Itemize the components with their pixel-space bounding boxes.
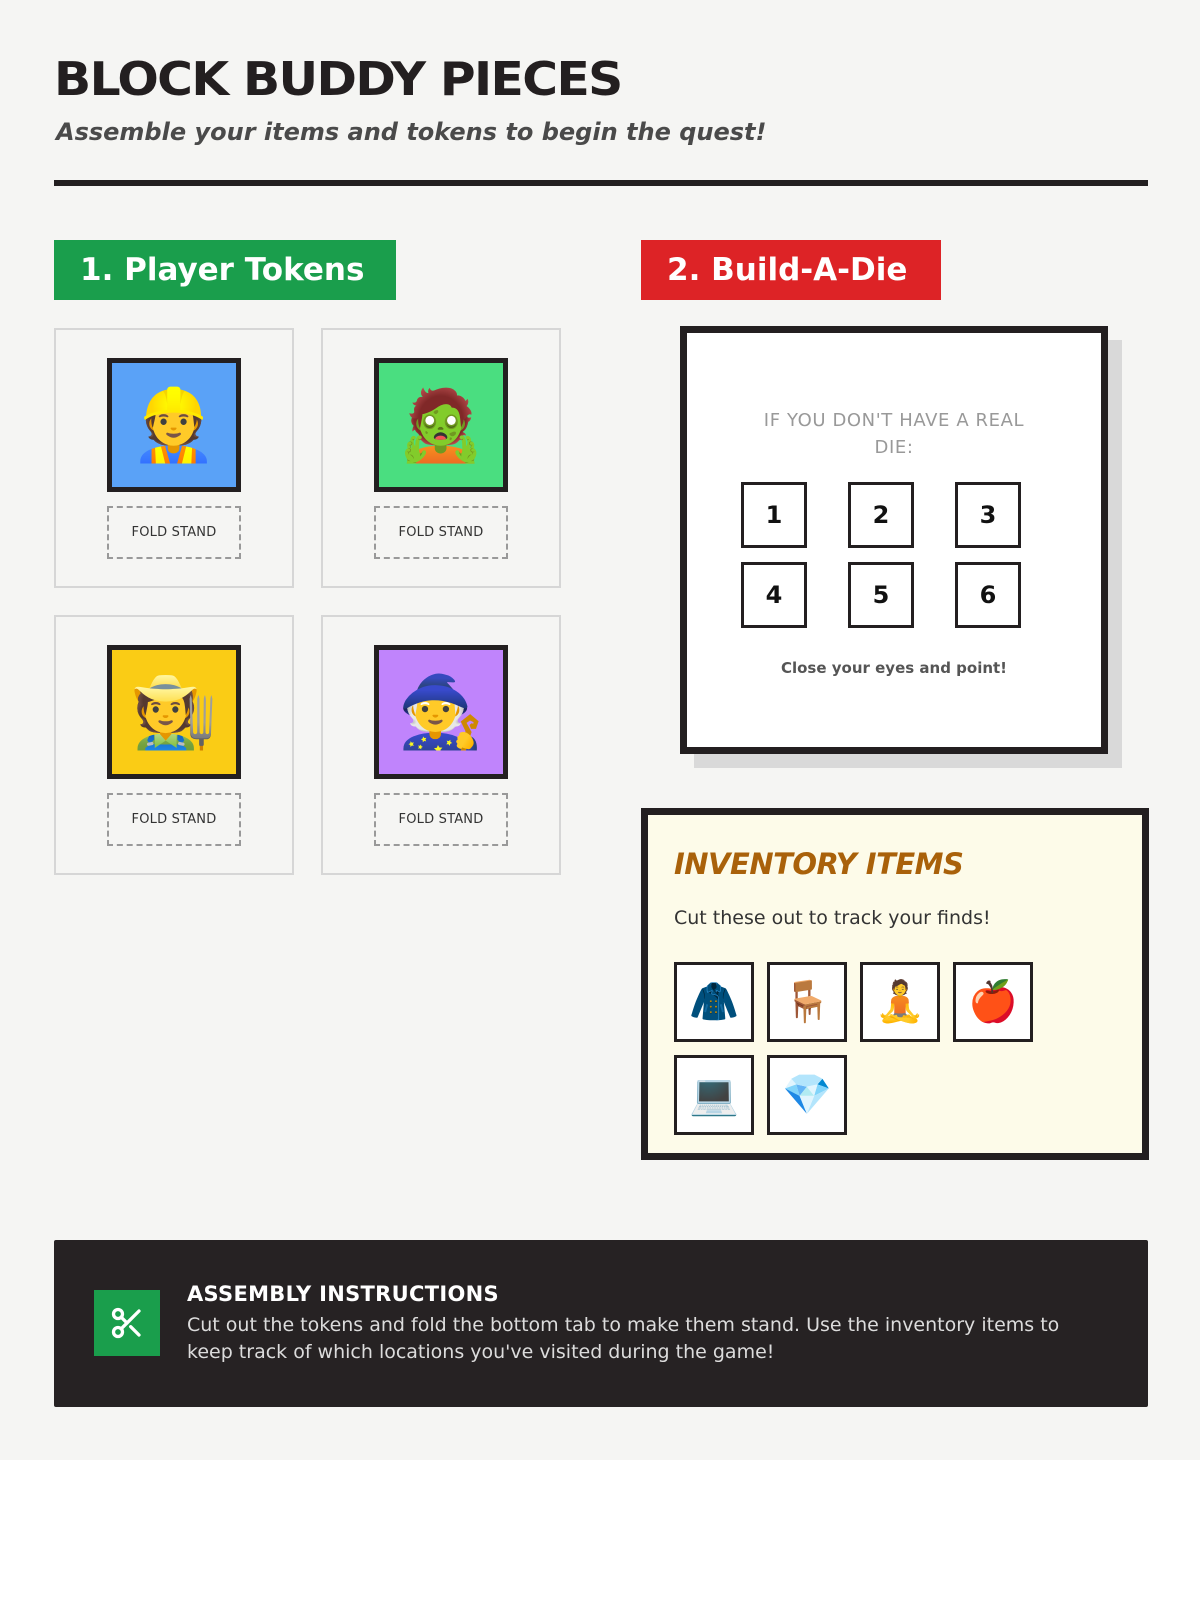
die-panel	[680, 326, 1108, 754]
token-portrait	[374, 358, 508, 492]
inventory-subtitle: Cut these out to track your finds!	[674, 907, 991, 929]
instructions-text: Cut out the tokens and fold the bottom tab to make them stand. Use the inventory items to keep track of which locations you've visited during the game!	[187, 1314, 1060, 1363]
laptop-icon: 💻	[689, 1072, 739, 1118]
construction-worker-icon: 👷	[130, 384, 218, 466]
token-portrait	[107, 645, 241, 779]
die-intro-text: IF YOU DON'T HAVE A REAL DIE:	[763, 410, 1025, 458]
token-portrait	[374, 645, 508, 779]
inventory-title: INVENTORY ITEMS	[674, 847, 964, 881]
instructions-title: ASSEMBLY INSTRUCTIONS	[187, 1282, 499, 1306]
chair-icon: 🪑	[782, 979, 832, 1025]
die-face-1: 1	[741, 482, 807, 548]
fold-stand-tab: FOLD STAND	[374, 506, 508, 559]
fold-stand-tab: FOLD STAND	[374, 793, 508, 846]
inventory-item	[674, 1055, 754, 1135]
inventory-item	[860, 962, 940, 1042]
player-tokens-heading: 1. Player Tokens	[54, 240, 396, 300]
page-title: BLOCK BUDDY PIECES	[54, 52, 622, 106]
inventory-item	[674, 962, 754, 1042]
die-caption: Close your eyes and point!	[780, 659, 1008, 677]
token-card	[54, 615, 294, 875]
witch-icon: 🧙	[397, 671, 485, 753]
meditation-icon: 🧘	[875, 979, 925, 1025]
token-card	[321, 328, 561, 588]
token-card	[54, 328, 294, 588]
die-face-2: 2	[848, 482, 914, 548]
scissors-badge	[94, 1290, 160, 1356]
inventory-item	[767, 1055, 847, 1135]
farmer-icon: 🧑‍🌾	[130, 671, 218, 753]
assembly-instructions-banner	[54, 1240, 1148, 1407]
die-face-3: 3	[955, 482, 1021, 548]
gem-icon: 💎	[782, 1072, 832, 1118]
inventory-item	[953, 962, 1033, 1042]
build-a-die-heading: 2. Build-A-Die	[641, 240, 941, 300]
token-portrait	[107, 358, 241, 492]
page-subtitle: Assemble your items and tokens to begin the quest!	[56, 118, 767, 146]
inventory-item	[767, 962, 847, 1042]
inventory-panel	[641, 808, 1149, 1160]
token-card	[321, 615, 561, 875]
fold-stand-tab: FOLD STAND	[107, 506, 241, 559]
fold-stand-tab: FOLD STAND	[107, 793, 241, 846]
die-face-5: 5	[848, 562, 914, 628]
scissors-icon	[109, 1305, 145, 1341]
zombie-icon: 🧟	[397, 384, 485, 466]
header-divider	[54, 180, 1148, 186]
die-face-4: 4	[741, 562, 807, 628]
coat-icon: 🧥	[689, 979, 739, 1025]
die-face-6: 6	[955, 562, 1021, 628]
apple-icon: 🍎	[968, 979, 1018, 1025]
